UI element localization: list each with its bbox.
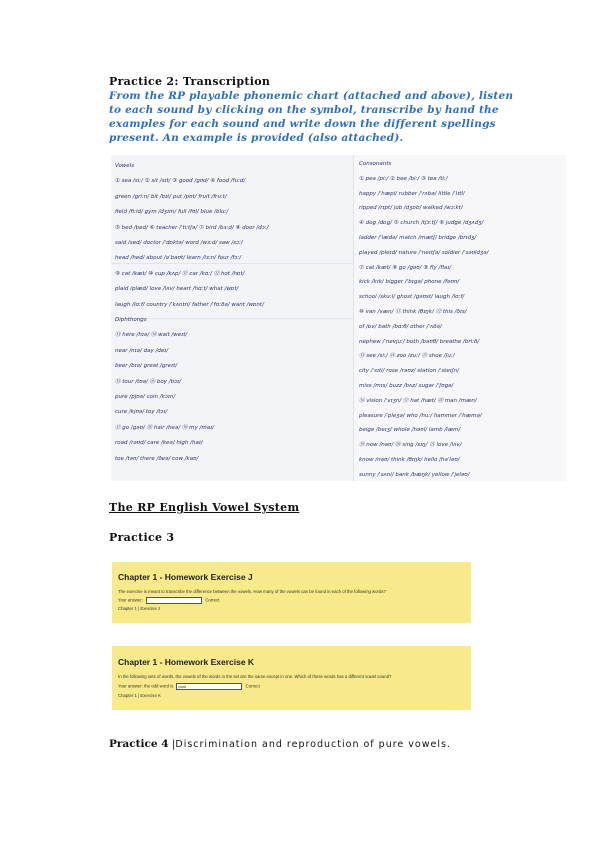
exercise-k-title: Chapter 1 - Homework Exercise K [118, 657, 255, 667]
handwritten-note-line: sunny /ˈsʌni/ bank /bæŋk/ yellow /ˈjeləʊ/ [359, 471, 470, 478]
handwritten-note-line: toe /təʊ/ there /ðeə/ cow /kaʊ/ [115, 455, 199, 462]
handwritten-transcription-scan [111, 155, 566, 481]
practice2-title: Practice 2: Transcription [109, 75, 271, 88]
handwritten-note-line: Vowels [115, 163, 135, 169]
practice4-text: Discrimination and reproduction of pure vowels. [175, 739, 451, 750]
handwritten-note-line: ① sea /siː/ ② sit /sɪt/ ③ good /ɡʊd/ ④ food /fuːd/ [115, 178, 246, 185]
handwritten-note-line: ⑦ cat /kæt/ ⑧ go /ɡəʊ/ ⑨ fly /flaɪ/ [359, 264, 452, 271]
exercise-j-answer-input[interactable] [146, 597, 202, 604]
handwritten-note-line: beige /beɪʒ/ whole /həʊl/ lamb /læm/ [359, 427, 461, 434]
handwritten-note-line: ④ dog /dɒɡ/ ⑤ church /tʃɜːtʃ/ ⑥ judge /dʒʌdʒ/ [359, 220, 484, 227]
practice2-instructions: From the RP playable phonemic chart (attached and above), listen to each sound by clicking on the symbol, transcribe by hand the examples for each sound and write down the different spellings present. An example is provided (also attached). [109, 90, 514, 144]
handwritten-note-line: ⑲ now /naʊ/ ⑳ sing /sɪŋ/ ㉑ love /lʌv/ [359, 442, 462, 449]
handwritten-note-line: ⑰ go /ɡəʊ/ ⑱ hair /heə/ ⑲ my /maɪ/ [115, 424, 215, 431]
handwritten-note-line: Consonants [359, 161, 392, 167]
exercise-k-card [112, 646, 471, 710]
handwritten-note-line: kick /kɪk/ bigger /ˈbɪɡə/ phone /fəʊn/ [359, 279, 460, 286]
exercise-j-answer-label: Your answer: [118, 597, 143, 603]
handwritten-note-line: ⑤ bed /bed/ ⑥ teacher /ˈtiːtʃə/ ⑦ bird /bɜːd/ ⑧ door /dɔː/ [115, 224, 269, 231]
handwritten-note-line: of /ɒv/ bath /bɑːθ/ other /ˈʌðə/ [359, 323, 442, 330]
handwritten-note-line: ① pea /piː/ ② bee /biː/ ③ tea /tiː/ [359, 175, 448, 182]
handwritten-note-line: cure /kjʊə/ toy /tɔɪ/ [115, 409, 168, 416]
handwritten-note-line: city /ˈsɪti/ rose /rəʊz/ station /ˈsteɪʃn/ [359, 368, 459, 375]
handwritten-note-line: nephew /ˈnevjuː/ both /bəʊθ/ breathe /briːð/ [359, 338, 480, 345]
handwritten-note-line: laugh /lɑːf/ country /ˈkʌntri/ father /ˈfɑːðə/ want /wɒnt/ [115, 301, 264, 308]
handwritten-note-line: know /nəʊ/ think /θɪŋk/ hello /həˈləʊ/ [359, 457, 460, 463]
exercise-j-check-label: Correct [205, 597, 220, 603]
handwritten-note-line: school /skuːl/ ghost /ɡəʊst/ laugh /lɑːf/ [359, 294, 465, 301]
exercise-k-answer-row [118, 683, 260, 690]
handwritten-note-line: road /rəʊd/ care /keə/ high /haɪ/ [115, 440, 203, 447]
exercise-j-footer: Chapter 1 | Exercise J [118, 606, 161, 611]
handwritten-note-line: pleasure /ˈpleʒə/ who /huː/ hammer /ˈhæmə/ [359, 412, 482, 419]
handwritten-note-line: ⑮ tour /tʊə/ ⑯ boy /bɔɪ/ [115, 378, 182, 385]
handwritten-note-line: ladder /ˈlædə/ match /mætʃ/ bridge /brɪdʒ/ [359, 235, 477, 241]
practice4-line [109, 738, 451, 750]
handwritten-note-line: green /ɡriːn/ bit /bɪt/ put /pʊt/ fruit /fruːt/ [115, 193, 227, 200]
vowel-system-title: The RP English Vowel System [109, 501, 300, 514]
handwritten-note-line: ⑩ van /væn/ ⑪ think /θɪŋk/ ⑫ this /ðɪs/ [359, 309, 467, 315]
exercise-k-instructions: In the following sets of words, the vowels of the words in the set are the same except in one. Which of these words has a different vowel sound? [118, 674, 392, 679]
handwritten-note-line: Diphthongs [115, 317, 147, 323]
handwritten-note-line: beer /bɪə/ great /ɡreɪt/ [115, 363, 178, 370]
exercise-k-answer-label: Your answer: the odd word is [118, 683, 174, 689]
handwritten-note-line: said /sed/ doctor /ˈdɒktə/ word /wɜːd/ saw /sɔː/ [115, 240, 243, 246]
exercise-j-answer-row [118, 597, 219, 604]
handwritten-note-line: ⑬ see /siː/ ⑭ zoo /zuː/ ⑮ shoe /ʃuː/ [359, 353, 455, 360]
handwritten-note-line: ⑯ vision /ˈvɪʒn/ ⑰ hat /hæt/ ⑱ man /mæn/ [359, 397, 477, 404]
exercise-k-footer: Chapter 1 | Exercise K [118, 693, 161, 698]
handwritten-note-line: miss /mɪs/ buzz /bʌz/ sugar /ˈʃʊɡə/ [359, 383, 454, 389]
handwritten-note-line: ⑨ cat /kæt/ ⑩ cup /kʌp/ ⑪ car /kɑː/ ⑫ hot /hɒt/ [115, 270, 245, 277]
handwritten-note-line: plaid /plæd/ love /lʌv/ heart /hɑːt/ what /wɒt/ [115, 286, 239, 293]
handwritten-note-line: played /pleɪd/ nature /ˈneɪtʃə/ soldier /ˈsəʊldʒə/ [359, 249, 489, 256]
handwritten-note-line: field /fiːld/ gym /dʒɪm/ full /fʊl/ blue /bluː/ [115, 209, 229, 216]
practice4-separator: | [168, 738, 176, 750]
exercise-k-answer-input[interactable]: boot [176, 683, 242, 690]
exercise-j-title: Chapter 1 - Homework Exercise J [118, 572, 253, 582]
practice4-label: Practice 4 [109, 738, 169, 750]
handwritten-note-line: ⑬ here /hɪə/ ⑭ wait /weɪt/ [115, 332, 188, 339]
handwritten-note-line: near /nɪə/ day /deɪ/ [115, 347, 169, 354]
handwritten-note-line: pure /pjʊə/ coin /kɔɪn/ [115, 394, 176, 400]
handwritten-note-line: happy /ˈhæpi/ rubber /ˈrʌbə/ little /ˈlɪtl/ [359, 190, 465, 197]
practice3-title: Practice 3 [109, 531, 175, 544]
exercise-j-instructions: The exercise is meant to transcribe the difference between the vowels. How many of the vowels can be found in each of the following words? [118, 589, 386, 594]
exercise-j-card [112, 562, 471, 623]
exercise-k-check-label: Correct [245, 683, 260, 689]
handwritten-note-line: head /hed/ about /əˈbaʊt/ learn /lɜːn/ four /fɔː/ [115, 255, 242, 262]
handwritten-note-line: ripped /rɪpt/ job /dʒɒb/ walked /wɔːkt/ [359, 205, 463, 212]
